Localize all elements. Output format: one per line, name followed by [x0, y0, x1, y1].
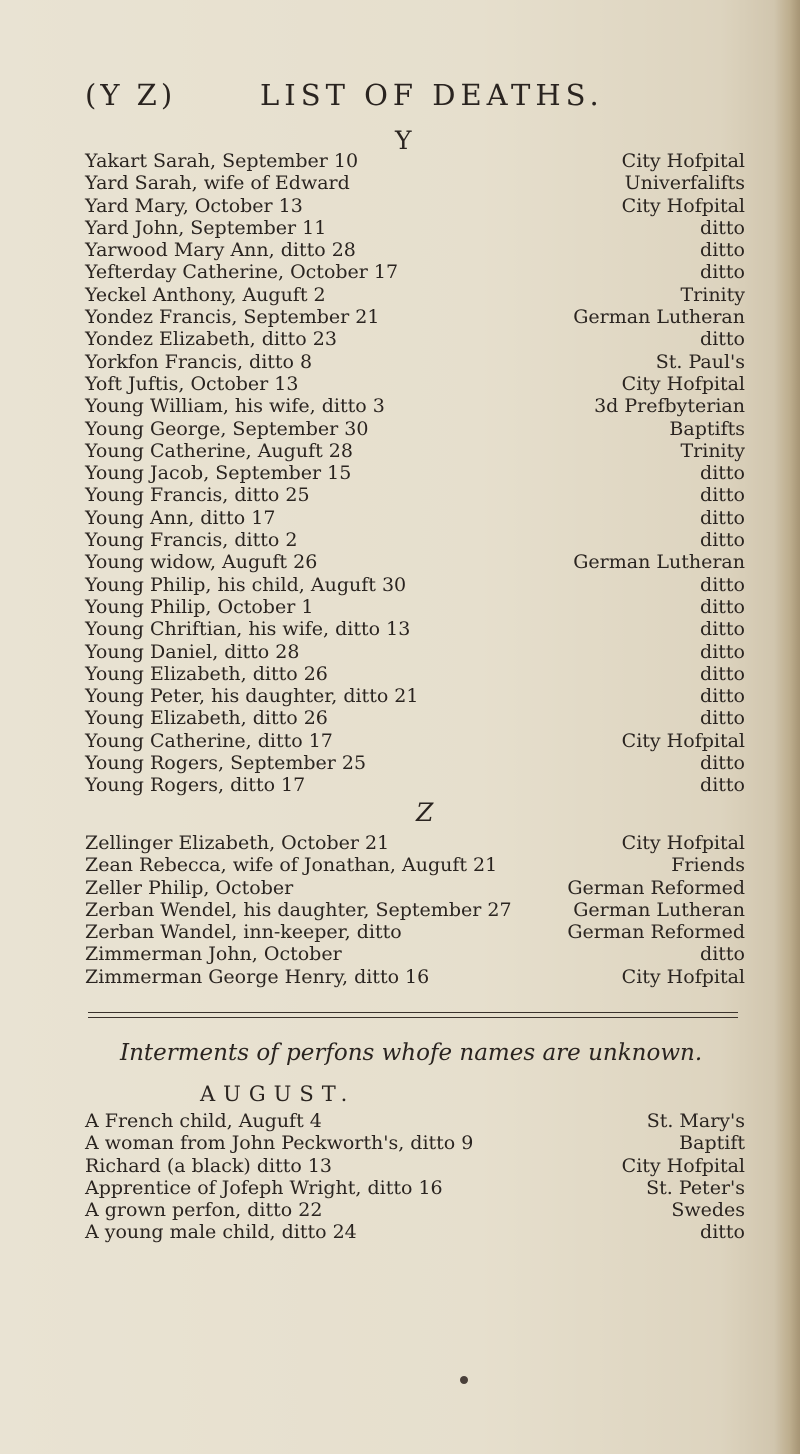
- entry-burial-place: German Reformed: [567, 876, 745, 899]
- entry-burial-place: City Hofpital: [621, 194, 745, 217]
- header-letters: (Y Z): [85, 78, 177, 112]
- unknown-section-title: Interments of perfons whofe names are unknown.: [120, 1040, 703, 1066]
- entry-burial-place: Baptift: [679, 1132, 745, 1155]
- entry-burial-place: ditto: [700, 328, 745, 351]
- unknown-entry: [85, 1155, 745, 1177]
- entry-name: Yondez Francis, September 21: [85, 306, 380, 329]
- death-entry: [85, 306, 745, 328]
- page-title: LIST OF DEATHS.: [260, 78, 604, 112]
- entry-burial-place: St. Mary's: [646, 1110, 745, 1132]
- entry-name: A grown perfon, ditto 22: [85, 1199, 323, 1222]
- entry-name: Young widow, Auguft 26: [85, 551, 318, 574]
- entry-burial-place: ditto: [700, 662, 745, 685]
- entry-name: A French child, Auguft 4: [85, 1110, 322, 1132]
- death-entry: [85, 462, 745, 484]
- entry-burial-place: Trinity: [680, 439, 745, 462]
- death-entry: [85, 966, 745, 988]
- death-entry: [85, 574, 745, 596]
- entry-name: Young Philip, October 1: [85, 595, 314, 618]
- entry-burial-place: German Lutheran: [573, 306, 745, 329]
- death-entry: [85, 529, 745, 551]
- entry-burial-place: ditto: [700, 685, 745, 708]
- death-entry: [85, 395, 745, 417]
- entry-name: Yeckel Anthony, Auguft 2: [85, 283, 326, 306]
- entry-name: Apprentice of Jofeph Wright, ditto 16: [85, 1176, 443, 1199]
- unknown-entry: [85, 1177, 745, 1199]
- entry-burial-place: ditto: [700, 529, 745, 552]
- death-entry: [85, 877, 745, 899]
- death-entry: [85, 284, 745, 306]
- unknown-entry: [85, 1221, 745, 1243]
- entry-name: Yefterday Catherine, October 17: [85, 261, 399, 284]
- entry-name: Young Elizabeth, ditto 26: [85, 707, 328, 730]
- entry-name: Young Daniel, ditto 28: [85, 640, 300, 663]
- death-entry: [85, 484, 745, 506]
- entry-name: Young Rogers, September 25: [85, 752, 367, 775]
- death-entry: [85, 261, 745, 283]
- entry-name: Young Rogers, ditto 17: [85, 774, 306, 797]
- death-entry: [85, 663, 745, 685]
- unknown-entries-list: [85, 1110, 745, 1244]
- entry-name: Yondez Elizabeth, ditto 23: [85, 328, 337, 351]
- entry-name: Young William, his wife, ditto 3: [85, 395, 385, 418]
- death-entry: [85, 943, 745, 965]
- section-divider: [88, 1012, 738, 1018]
- entry-burial-place: ditto: [700, 618, 745, 641]
- entry-burial-place: Trinity: [680, 283, 745, 306]
- entry-name: Yard Sarah, wife of Edward: [85, 172, 350, 195]
- entry-name: Yard John, September 11: [85, 216, 327, 239]
- entry-burial-place: ditto: [700, 1221, 745, 1244]
- ink-spot: [460, 1376, 468, 1384]
- entry-name: Yard Mary, October 13: [85, 194, 303, 217]
- entry-name: Zean Rebecca, wife of Jonathan, Auguft 21: [85, 854, 498, 877]
- entry-name: A young male child, ditto 24: [85, 1221, 357, 1244]
- entry-burial-place: St. Paul's: [655, 350, 745, 373]
- death-entry: [85, 832, 745, 854]
- death-entry: [85, 150, 745, 172]
- entry-name: Zerban Wandel, inn-keeper, ditto: [85, 921, 402, 944]
- entry-name: A woman from John Peckworth's, ditto 9: [85, 1132, 474, 1155]
- death-entry: [85, 172, 745, 194]
- entry-name: Young Catherine, ditto 17: [85, 729, 333, 752]
- entry-burial-place: ditto: [700, 774, 745, 797]
- death-entry: [85, 641, 745, 663]
- entry-name: Young Peter, his daughter, ditto 21: [85, 685, 419, 708]
- entry-name: Richard (a black) ditto 13: [85, 1154, 332, 1177]
- death-entry: [85, 373, 745, 395]
- death-entry: [85, 707, 745, 729]
- entry-name: Zimmerman John, October: [85, 943, 342, 966]
- entry-name: Yorkfon Francis, ditto 8: [85, 350, 313, 373]
- death-entry: [85, 752, 745, 774]
- entry-name: Young Chriftian, his wife, ditto 13: [85, 618, 411, 641]
- entry-name: Yakart Sarah, September 10: [85, 150, 359, 172]
- death-entry: [85, 195, 745, 217]
- y-entries-list: [85, 150, 745, 797]
- entry-burial-place: German Reformed: [567, 921, 745, 944]
- z-entries-list: [85, 832, 745, 988]
- death-entry: [85, 596, 745, 618]
- entry-burial-place: City Hofpital: [621, 150, 745, 172]
- entry-burial-place: ditto: [700, 261, 745, 284]
- death-entry: [85, 418, 745, 440]
- entry-name: Young Francis, ditto 2: [85, 529, 298, 552]
- entry-burial-place: ditto: [700, 462, 745, 485]
- death-entry: [85, 217, 745, 239]
- entry-burial-place: German Lutheran: [573, 551, 745, 574]
- entry-burial-place: Swedes: [671, 1199, 745, 1222]
- entry-name: Young Francis, ditto 25: [85, 484, 310, 507]
- entry-burial-place: Friends: [671, 854, 745, 877]
- entry-name: Zimmerman George Henry, ditto 16: [85, 965, 430, 988]
- death-entry: [85, 507, 745, 529]
- entry-name: Zeller Philip, October: [85, 876, 294, 899]
- entry-name: Yoft Juftis, October 13: [85, 372, 299, 395]
- death-entry: [85, 328, 745, 350]
- death-entry: [85, 685, 745, 707]
- entry-name: Young Jacob, September 15: [85, 462, 352, 485]
- unknown-entry: [85, 1199, 745, 1221]
- entry-burial-place: ditto: [700, 595, 745, 618]
- page-edge-shadow: [774, 0, 800, 1454]
- entry-name: Zellinger Elizabeth, October 21: [85, 832, 390, 854]
- unknown-entry: [85, 1110, 745, 1132]
- entry-name: Young George, September 30: [85, 417, 369, 440]
- death-entry: [85, 854, 745, 876]
- entry-burial-place: City Hofpital: [621, 729, 745, 752]
- death-entry: [85, 239, 745, 261]
- entry-burial-place: City Hofpital: [621, 1154, 745, 1177]
- death-entry: [85, 618, 745, 640]
- entry-name: Zerban Wendel, his daughter, September 27: [85, 898, 512, 921]
- entry-name: Young Ann, ditto 17: [85, 506, 276, 529]
- entry-name: Yarwood Mary Ann, ditto 28: [85, 239, 356, 262]
- death-entry: [85, 440, 745, 462]
- death-entry: [85, 921, 745, 943]
- death-entry: [85, 730, 745, 752]
- death-entry: [85, 351, 745, 373]
- section-heading-y: Y: [395, 126, 412, 155]
- entry-burial-place: ditto: [700, 573, 745, 596]
- entry-burial-place: ditto: [700, 506, 745, 529]
- page-header: [85, 78, 725, 118]
- death-entry: [85, 551, 745, 573]
- entry-burial-place: St. Peter's: [646, 1176, 745, 1199]
- entry-burial-place: Baptifts: [669, 417, 745, 440]
- entry-name: Young Elizabeth, ditto 26: [85, 662, 328, 685]
- entry-burial-place: ditto: [700, 640, 745, 663]
- entry-burial-place: Univerfalifts: [624, 172, 745, 195]
- entry-burial-place: 3d Prefbyterian: [594, 395, 745, 418]
- entry-burial-place: ditto: [700, 216, 745, 239]
- entry-burial-place: City Hofpital: [621, 965, 745, 988]
- section-heading-z: Z: [416, 798, 434, 827]
- entry-burial-place: ditto: [700, 752, 745, 775]
- entry-name: Young Catherine, Auguft 28: [85, 439, 353, 462]
- entry-burial-place: ditto: [700, 484, 745, 507]
- entry-burial-place: City Hofpital: [621, 832, 745, 854]
- entry-burial-place: ditto: [700, 707, 745, 730]
- entry-burial-place: ditto: [700, 943, 745, 966]
- unknown-entry: [85, 1132, 745, 1154]
- entry-burial-place: City Hofpital: [621, 372, 745, 395]
- month-heading: AUGUST.: [200, 1082, 356, 1106]
- entry-name: Young Philip, his child, Auguft 30: [85, 573, 407, 596]
- death-entry: [85, 899, 745, 921]
- entry-burial-place: ditto: [700, 239, 745, 262]
- death-entry: [85, 774, 745, 796]
- entry-burial-place: German Lutheran: [573, 898, 745, 921]
